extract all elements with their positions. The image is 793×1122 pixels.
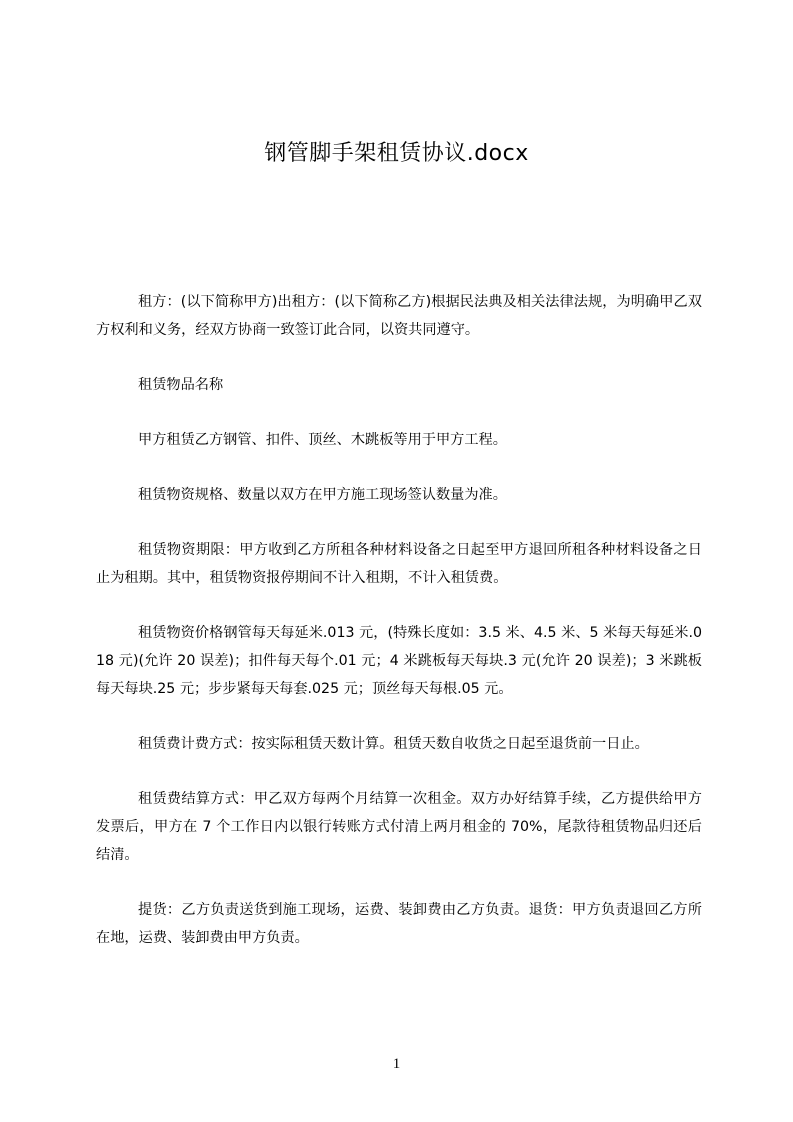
paragraph-billing-method: 租赁费计费方式：按实际租赁天数计算。租赁天数自收货之日起至退货前一日止。: [138, 736, 649, 752]
paragraph-item-name-heading: 租赁物品名称: [138, 377, 224, 393]
paragraph-rental-prices: 租赁物资价格钢管每天每延米.013 元，(特殊长度如：3.5 米、4.5 米、5 米每天每延米.018 元)(允许 20 误差)；扣件每天每个.01 元；4 米跳板每天每块.3 元(允许 20 误差)；3 米跳板每天每块.25 元；步步紧每天每套.025 元；顶丝每天每根.05 元。: [96, 625, 702, 697]
paragraph-rental-period: 租赁物资期限：甲方收到乙方所租各种材料设备之日起至甲方退回所租各种材料设备之日止为租期。其中，租赁物资报停期间不计入租期，不计入租赁费。: [96, 542, 702, 586]
paragraph-rental-items: 甲方租赁乙方钢管、扣件、顶丝、木跳板等用于甲方工程。: [138, 432, 507, 448]
page-number: 1: [392, 1056, 401, 1072]
paragraph-specifications: 租赁物资规格、数量以双方在甲方施工现场签认数量为准。: [138, 487, 507, 503]
paragraph-delivery-return: 提货：乙方负责送货到施工现场，运费、装卸费由乙方负责。退货：甲方负责退回乙方所在地，运费、装卸费由甲方负责。: [96, 902, 702, 946]
paragraph-settlement-method: 租赁费结算方式：甲乙双方每两个月结算一次租金。双方办好结算手续，乙方提供给甲方发票后，甲方在 7 个工作日内以银行转账方式付清上两月租金的 70%，尾款待租赁物品归还后结清。: [96, 791, 702, 863]
document-body: [96, 288, 702, 979]
document-title: 钢管脚手架租赁协议.docx: [264, 141, 529, 166]
paragraph-parties: 租方：(以下简称甲方)出租方：(以下简称乙方)根据民法典及相关法律法规，为明确甲乙双方权利和义务，经双方协商一致签订此合同，以资共同遵守。: [96, 294, 702, 338]
